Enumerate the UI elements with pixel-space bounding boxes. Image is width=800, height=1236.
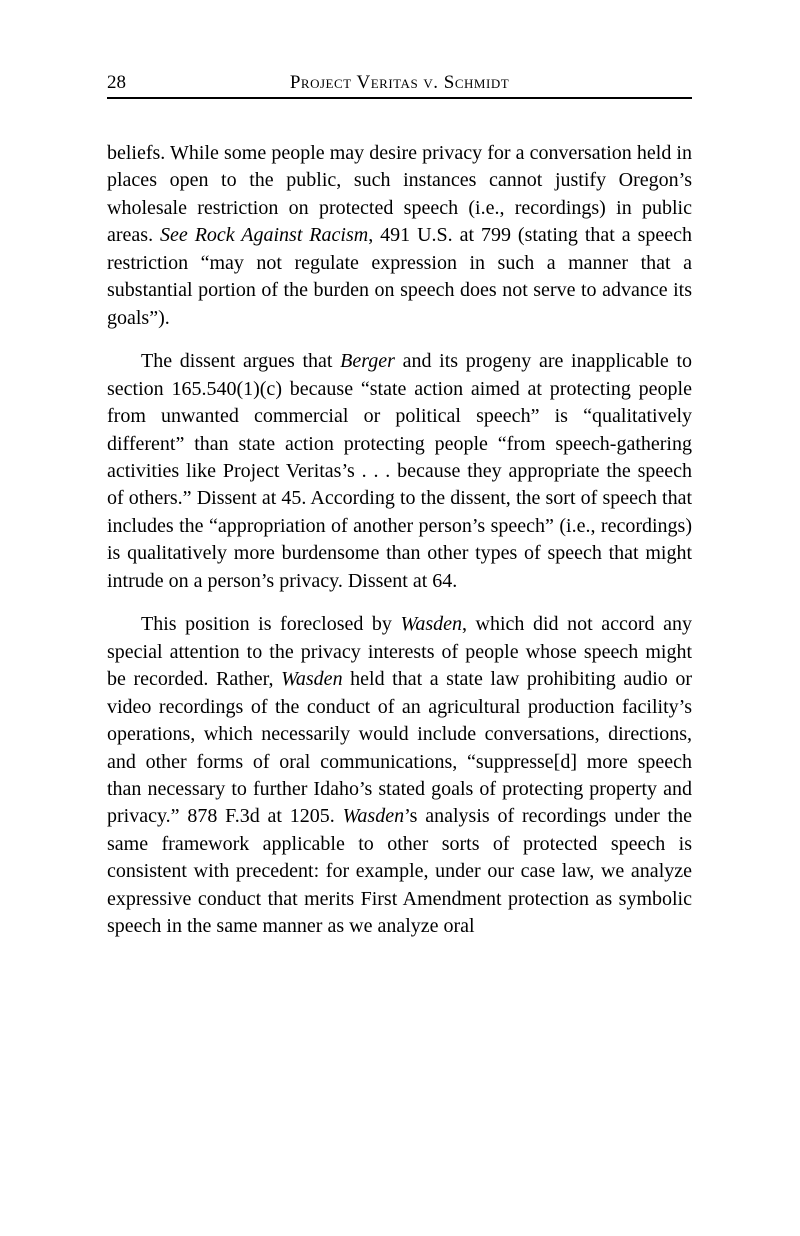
text-run: beliefs. While some people may desire privacy for a conversation held in places open to the public, such instances cannot justify Oregon’s wholesale restriction on protected speech (i.e., recordings) in public areas. [107,142,692,247]
text-run: ’s analysis of recordings under the same framework applicable to other sorts of protected speech is consistent with precedent: for example, under our case law, we analyze expressive conduct that merits First Amendment protection as symbolic speech in the same manner as we analyze oral [107,805,692,938]
paragraph [107,611,692,940]
paragraph [107,140,692,332]
text-run: , 491 U.S. at 799 (stating that a speech restriction “may not regulate expression in such a manner that a substantial portion of the burden on speech does not serve to advance its goals”). [107,224,692,329]
text-run: , which did not accord any special attention to the privacy interests of people whose speech might be recorded. Rather, [107,613,692,691]
text-run: held that a state law prohibiting audio or video recordings of the conduct of an agricultural production facility’s operations, which necessarily would include conversations, directions, and other forms of oral communications, “suppresse[d] more speech than necessary to further Idaho’s stated goals of protecting property and privacy.” 878 F.3d at 1205. [107,668,692,828]
running-header [107,70,692,96]
italic-text-run: See Rock Against Racism [160,224,369,247]
case-title: Project Veritas v. Schmidt [289,72,510,93]
italic-text-run: Wasden [281,668,343,691]
text-run: The dissent argues that [141,350,341,373]
italic-text-run: Berger [340,350,395,373]
page-number: 28 [107,72,126,93]
paragraph [107,348,692,595]
header-divider [107,97,692,99]
italic-text-run: Wasden [400,613,462,636]
opinion-body-text [107,140,692,957]
text-run: This position is foreclosed by [141,613,401,636]
italic-text-run: Wasden [342,805,405,828]
text-run: and its progeny are inapplicable to section 165.540(1)(c) because “state action aimed at protecting people from unwanted commercial or political speech” is “qualitatively different” than state action protecting people “from speech-gathering activities like Project Veritas’s . . . because they appropriate the speech of others.” Dissent at 45. According to the dissent, the sort of speech that includes the “appropriation of another person’s speech” (i.e., recordings) is qualitatively more burdensome than other types of speech that might intrude on a person’s privacy. Dissent at 64. [107,350,693,592]
